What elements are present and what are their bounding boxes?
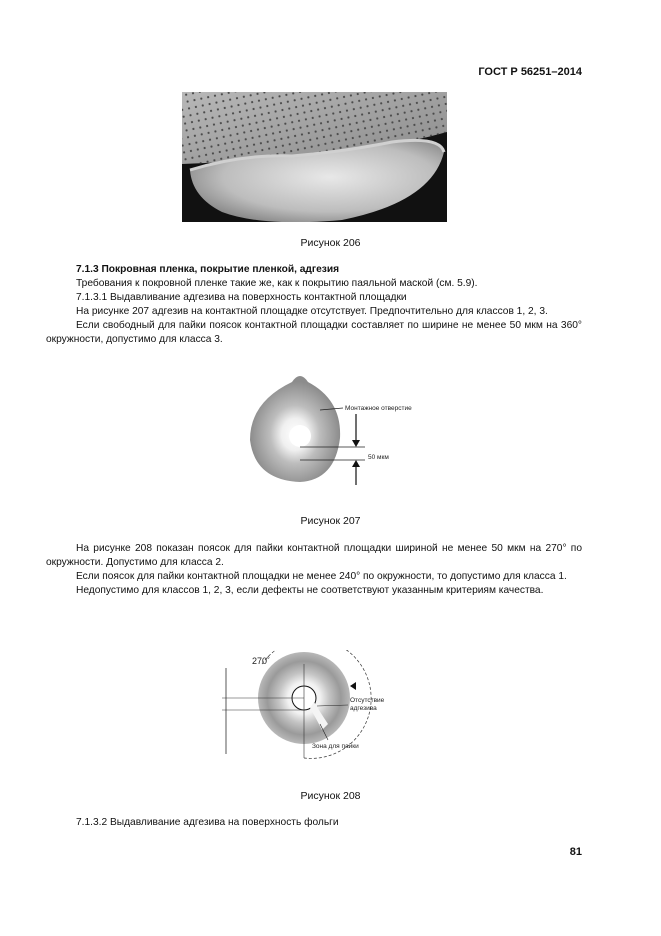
- figure-208-diagram: [222, 650, 432, 760]
- label-missing-adhesive-line1: Отсутствие: [350, 697, 385, 704]
- label-mounting-hole: Монтажное отверстие: [345, 405, 412, 412]
- figure-208-caption: Рисунок 208: [300, 790, 361, 802]
- text-block-2: [46, 542, 582, 598]
- figure-206-caption: Рисунок 206: [300, 237, 361, 249]
- paragraph: Если поясок для пайки контактной площадки не менее 240° по окружности, то допустимо для класса 1.: [76, 571, 567, 582]
- subsection-heading: 7.1.3.1 Выдавливание адгезива на поверхность контактной площадки: [76, 292, 407, 303]
- figure-206-photo: [182, 92, 447, 222]
- label-missing-adhesive-line2: адгезива: [350, 705, 377, 712]
- label-dimension: 50 мкм: [368, 454, 389, 461]
- figure-207-caption: Рисунок 207: [300, 515, 361, 527]
- section-heading: 7.1.3 Покровная пленка, покрытие пленкой, адгезия: [76, 264, 340, 275]
- paragraph: На рисунке 208 показан поясок для пайки контактной площадки шириной не менее 50 мкм на 270° по окружности. Допустимо для класса 2.: [46, 543, 582, 568]
- text-block-3: [46, 816, 582, 830]
- paragraph: Требования к покровной пленке такие же, как к покрытию паяльной маской (см. 5.9).: [76, 278, 478, 289]
- paragraph: Если свободный для пайки поясок контактной площадки составляет по ширине не менее 50 мкм на 360° окружности, допустимо для класса 3.: [46, 320, 582, 345]
- label-angle: 270˚: [252, 656, 271, 666]
- page-number: 81: [569, 846, 582, 858]
- subsection-heading: 7.1.3.2 Выдавливание адгезива на поверхность фольги: [76, 817, 339, 828]
- text-block-1: [46, 263, 582, 347]
- label-solder-zone: Зона для пайки: [312, 743, 359, 750]
- paragraph: Недопустимо для классов 1, 2, 3, если дефекты не соответствуют указанным критериям качества.: [76, 585, 544, 596]
- figure-207-diagram: [230, 370, 440, 490]
- paragraph: На рисунке 207 адгезив на контактной площадке отсутствует. Предпочтительно для классов 1, 2, 3.: [76, 306, 548, 317]
- document-standard-id: ГОСТ Р 56251–2014: [478, 66, 582, 78]
